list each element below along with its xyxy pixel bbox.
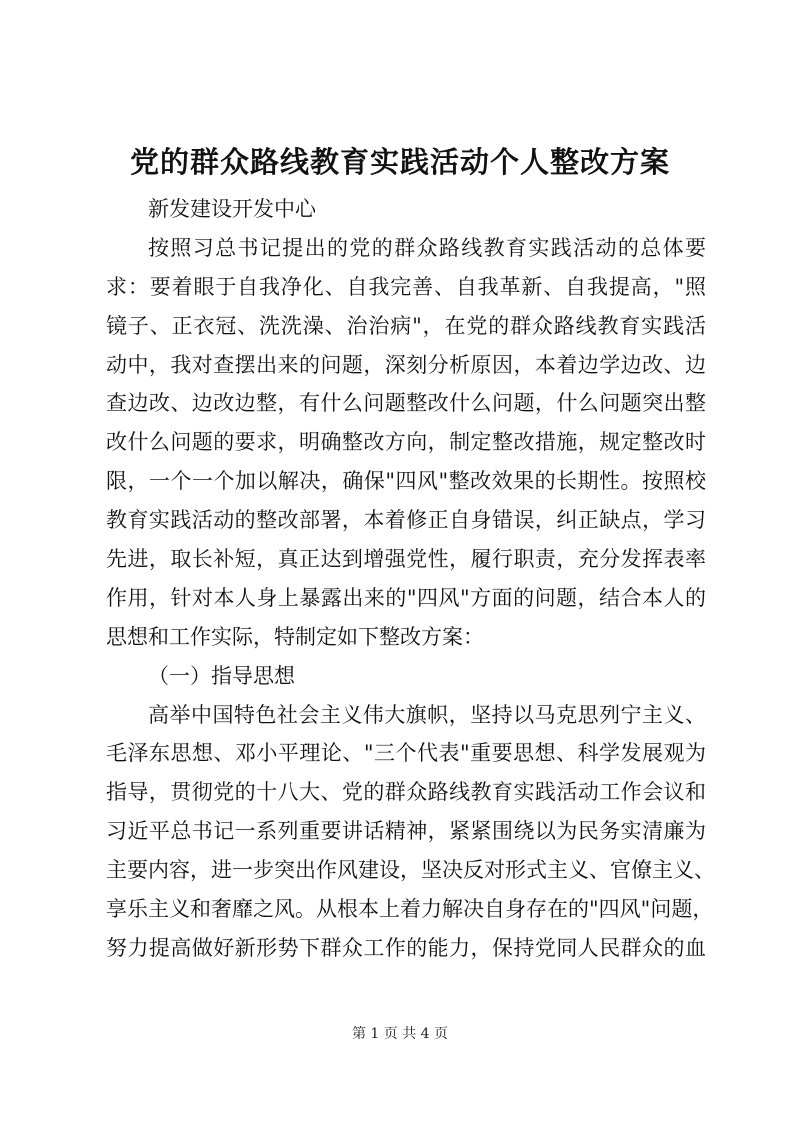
paragraph-line: 作用，针对本人身上暴露出来的"四风"方面的问题，结合本人的 xyxy=(106,585,706,610)
paragraph-line: 指导，贯彻党的十八大、党的群众路线教育实践活动工作会议和 xyxy=(106,780,706,805)
paragraph-line: 按照习总书记提出的党的群众路线教育实践活动的总体要 xyxy=(148,235,706,260)
document-body xyxy=(106,190,715,968)
paragraph-line: 动中，我对查摆出来的问题，深刻分析原因，本着边学边改、边 xyxy=(106,352,706,377)
paragraph-line: 享乐主义和奢靡之风。从根本上着力解决自身存在的"四风"问题， xyxy=(106,897,714,922)
paragraph-line: 改什么问题的要求，明确整改方向，制定整改措施，规定整改时 xyxy=(106,430,706,455)
paragraph-line: 查边改、边改边整，有什么问题整改什么问题，什么问题突出整 xyxy=(106,391,706,416)
paragraph-line: 教育实践活动的整改部署，本着修正自身错误，纠正缺点，学习 xyxy=(106,508,706,533)
paragraph-line: 主要内容，进一步突出作风建设，坚决反对形式主义、官僚主义、 xyxy=(106,858,715,883)
paragraph-line: 努力提高做好新形势下群众工作的能力，保持党同人民群众的血 xyxy=(106,935,706,960)
paragraph-line: 求：要着眼于自我净化、自我完善、自我革新、自我提高，"照 xyxy=(106,274,706,299)
paragraph-line: 镜子、正衣冠、洗洗澡、治治病"，在党的群众路线教育实践活 xyxy=(106,313,706,338)
paragraph-line: 先进，取长补短，真正达到增强党性，履行职责，充分发挥表率 xyxy=(106,547,706,572)
paragraph-line: 毛泽东思想、邓小平理论、"三个代表"重要思想、科学发展观为 xyxy=(106,741,706,766)
section-heading: （一）指导思想 xyxy=(148,663,295,688)
paragraph-line: 限，一个一个加以解决，确保"四风"整改效果的长期性。按照校 xyxy=(106,469,706,494)
page-footer: 第 1 页 共 4 页 xyxy=(351,1026,449,1042)
paragraph-line: 习近平总书记一系列重要讲话精神，紧紧围绕以为民务实清廉为 xyxy=(106,819,706,844)
organization-line: 新发建设开发中心 xyxy=(148,197,316,221)
paragraph-line: 思想和工作实际，特制定如下整改方案： xyxy=(106,624,484,649)
paragraph-line: 高举中国特色社会主义伟大旗帜，坚持以马克思列宁主义、 xyxy=(148,702,706,727)
document-title: 党的群众路线教育实践活动个人整改方案 xyxy=(129,145,670,179)
